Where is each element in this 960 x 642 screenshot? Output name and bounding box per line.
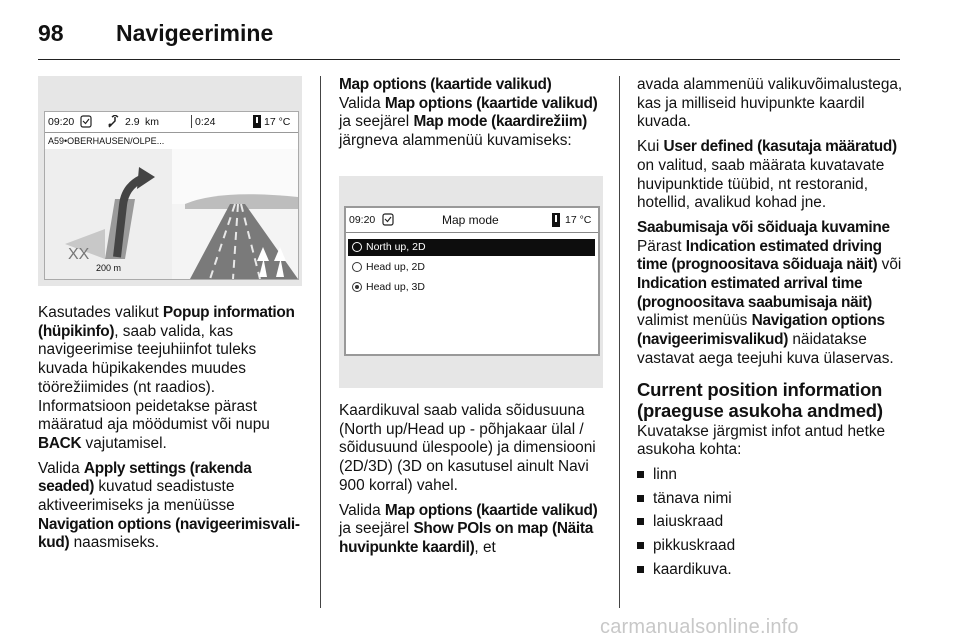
thermometer-icon (252, 115, 262, 128)
nav-display (44, 111, 299, 280)
remaining-time: 0:24 (195, 116, 216, 128)
temperature: 17 °C (565, 214, 592, 226)
radio-selected-icon (352, 282, 362, 292)
paragraph-submenu: avada alammenüü valikuvõimalustega, kas ja milliseid huvipunkte kaardil kuvada. (637, 76, 903, 131)
map-mode-display (344, 206, 600, 356)
destination-text: A59•OBERHAUSEN/OLPE... (48, 136, 165, 146)
destination-bar (45, 133, 298, 150)
paragraph-position-info: Kuvatakse järgmist infot antud hetke asukoha kohta: (637, 422, 886, 459)
paragraph-popup-info: Kasutades valikut Popup information (hüpikinfo), saab valida, kas navigeerimise teejuhiinfot tuleks kuvada hüpikakendes muudes töörežiimides (nt raadios). Informatsioon peidetakse pärast määratud aja möödumist või nupu BACK vajutamisel. (38, 304, 295, 452)
column-1 (38, 304, 308, 559)
clock: 09:20 (48, 116, 75, 128)
radio-icon (352, 262, 362, 272)
list-item: laiuskraad (637, 513, 905, 532)
column-2 (339, 76, 607, 157)
column-divider-2 (619, 76, 620, 608)
bullet-icon (637, 495, 644, 502)
bullet-icon (637, 566, 644, 573)
phone-icon (382, 213, 394, 226)
radio-icon (352, 242, 362, 252)
route-guidance-graphic (45, 149, 298, 279)
turn-distance: 200 m (96, 263, 122, 273)
nav-status-bar (45, 112, 298, 133)
watermark-site: carmanualsonline.info (600, 616, 799, 638)
list-item: linn (637, 466, 905, 485)
paragraph-arrival-time: Saabumisaja või sõiduaja kuvamine Pärast Indication estimated driving time (prognoositava sõiduaja näit) või Indication estimated arrival time (prognoositava saabumisaja näit) valimist menüüs Navigation options (navigeerimisvalikud) näidatakse vastavat aega teejuhi kuva ülaservas. (637, 218, 902, 367)
page-number: 98 (38, 20, 64, 46)
heading-map-options: Map options (kaartide valikud) (339, 76, 552, 93)
column-divider-1 (320, 76, 321, 608)
paragraph-map-mode: Valida Map options (kaartide valikud) ja seejärel Map mode (kaardirežiim) järgneva alammenüü kuvamiseks: (339, 94, 598, 150)
paragraph-user-defined: Kui User defined (kasutaja määratud) on valitud, saab määrata kuvatavate huvipunktide tüübid, nt restoranid, hotellid, avalikud kohad jne. (637, 138, 897, 212)
thermometer-icon (551, 213, 561, 227)
phone-icon (80, 115, 92, 128)
route-icon (107, 115, 121, 128)
distance-unit: km (145, 116, 159, 128)
paragraph-orientation: Kaardikuval saab valida sõidusuuna (North up/Head up - põhjakaar ülal / sõidusuund ülespoole) ja dimensiooni (2D/3D) (3D on kasutusel ainult Navi 900 korral) vahel. (339, 402, 596, 494)
option-north-up-2d[interactable]: North up, 2D (348, 239, 595, 256)
header-rule (38, 59, 900, 60)
list-item: tänava nimi (637, 490, 905, 509)
heading-current-position: Current position information (praeguse asukoha andmed) (637, 378, 883, 421)
temperature: 17 °C (264, 116, 291, 128)
distance-value: 2.9 (125, 116, 140, 128)
list-item: kaardikuva. (637, 561, 905, 580)
column-3 (637, 76, 905, 584)
map-mode-status-bar (346, 208, 598, 233)
navigation-screen-image (38, 76, 302, 286)
svg-text:XX: XX (68, 246, 90, 263)
bullet-icon (637, 471, 644, 478)
screen-title: Map mode (442, 213, 499, 227)
option-head-up-2d[interactable]: Head up, 2D (348, 259, 595, 276)
page-title: Navigeerimine (116, 20, 274, 46)
status-divider (191, 115, 192, 128)
bullet-icon (637, 542, 644, 549)
clock: 09:20 (349, 214, 376, 226)
bullet-icon (637, 518, 644, 525)
position-info-list (637, 466, 905, 580)
column-2-bottom (339, 402, 607, 564)
paragraph-show-pois: Valida Map options (kaartide valikud) ja seejärel Show POIs on map (Näita huvipunkte kaardil), et (339, 501, 598, 556)
option-head-up-3d[interactable]: Head up, 3D (348, 279, 595, 296)
list-item: pikkuskraad (637, 537, 905, 556)
map-mode-screen-image (339, 176, 603, 388)
paragraph-apply-settings: Valida Apply settings (rakenda seaded) kuvatud seadistuste aktiveerimiseks ja menüüsse Navigation options (navigeerimisvali-kud) naasmiseks. (38, 459, 300, 552)
